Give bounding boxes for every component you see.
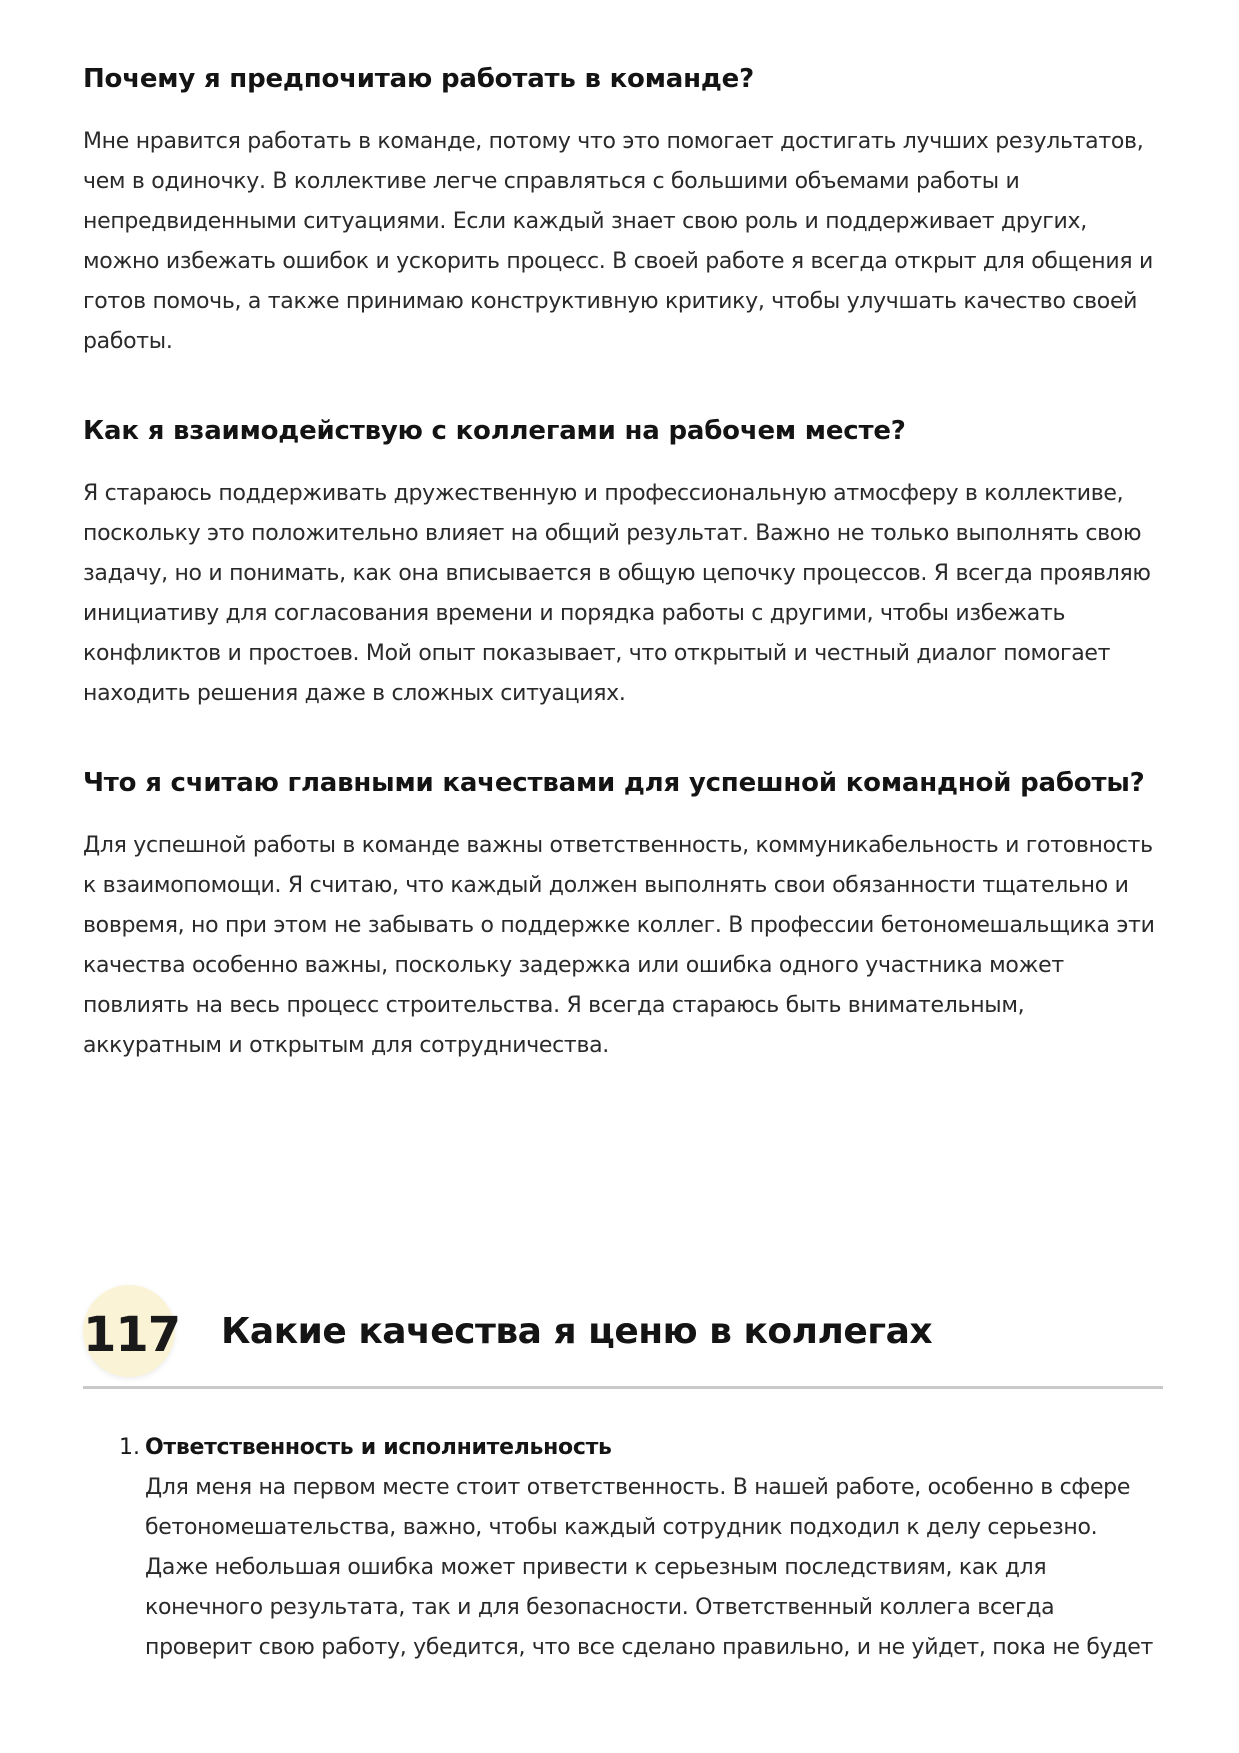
list-item-number: 1. [119,1435,140,1460]
qualities-list [83,1428,1163,1668]
question-heading-1: Почему я предпочитаю работать в команде? [83,64,754,94]
answer-paragraph-2: Я стараюсь поддерживать дружественную и профессиональную атмосферу в коллективе, поскольку это положительно влияет на общий результат. Важно не только выполнять свою задачу, но и понимать, как она вписывается в общую цепочку процессов. Я всегда проявляю инициативу для согласования времени и порядка работы с другими, чтобы избежать конфликтов и простоев. Мой опыт показывает, что открытый и честный диалог помогает находить решения даже в сложных ситуациях. [83,481,1151,706]
answer-paragraph-3: Для успешной работы в команде важны ответственность, коммуникабельность и готовность к взаимопомощи. Я считаю, что каждый должен выполнять свои обязанности тщательно и вовремя, но при этом не забывать о поддержке коллег. В профессии бетономешальщика эти качества особенно важны, поскольку задержка или ошибка одного участника может повлиять на весь процесс строительства. Я всегда стараюсь быть внимательным, аккуратным и открытым для сотрудничества. [83,833,1155,1058]
chapter-divider [83,1386,1163,1389]
chapter-number: 117 [83,1307,181,1363]
document-body [83,60,1163,1116]
chapter-title: Какие качества я ценю в коллегах [221,1311,933,1352]
chapter-header [83,1285,1163,1385]
question-heading-2: Как я взаимодействую с коллегами на рабочем месте? [83,416,906,446]
list-item-text: Для меня на первом месте стоит ответственность. В нашей работе, особенно в сфере бетономешательства, важно, чтобы каждый сотрудник подходил к делу серьезно. Даже небольшая ошибка может привести к серьезным последствиям, как для конечного результата, так и для безопасности. Ответственный коллега всегда проверит свою работу, убедится, что все сделано правильно, и не уйдет, пока не будет [145,1475,1154,1660]
list-item-title: Ответственность и исполнительность [145,1435,612,1460]
answer-paragraph-1: Мне нравится работать в команде, потому что это помогает достигать лучших результатов, чем в одиночку. В коллективе легче справляться с большими объемами работы и непредвиденными ситуациями. Если каждый знает свою роль и поддерживает других, можно избежать ошибок и ускорить процесс. В своей работе я всегда открыт для общения и готов помочь, а также принимаю конструктивную критику, чтобы улучшать качество своей работы. [83,129,1153,354]
list-item [83,1428,1163,1668]
question-heading-3: Что я считаю главными качествами для успешной командной работы? [83,768,1145,798]
